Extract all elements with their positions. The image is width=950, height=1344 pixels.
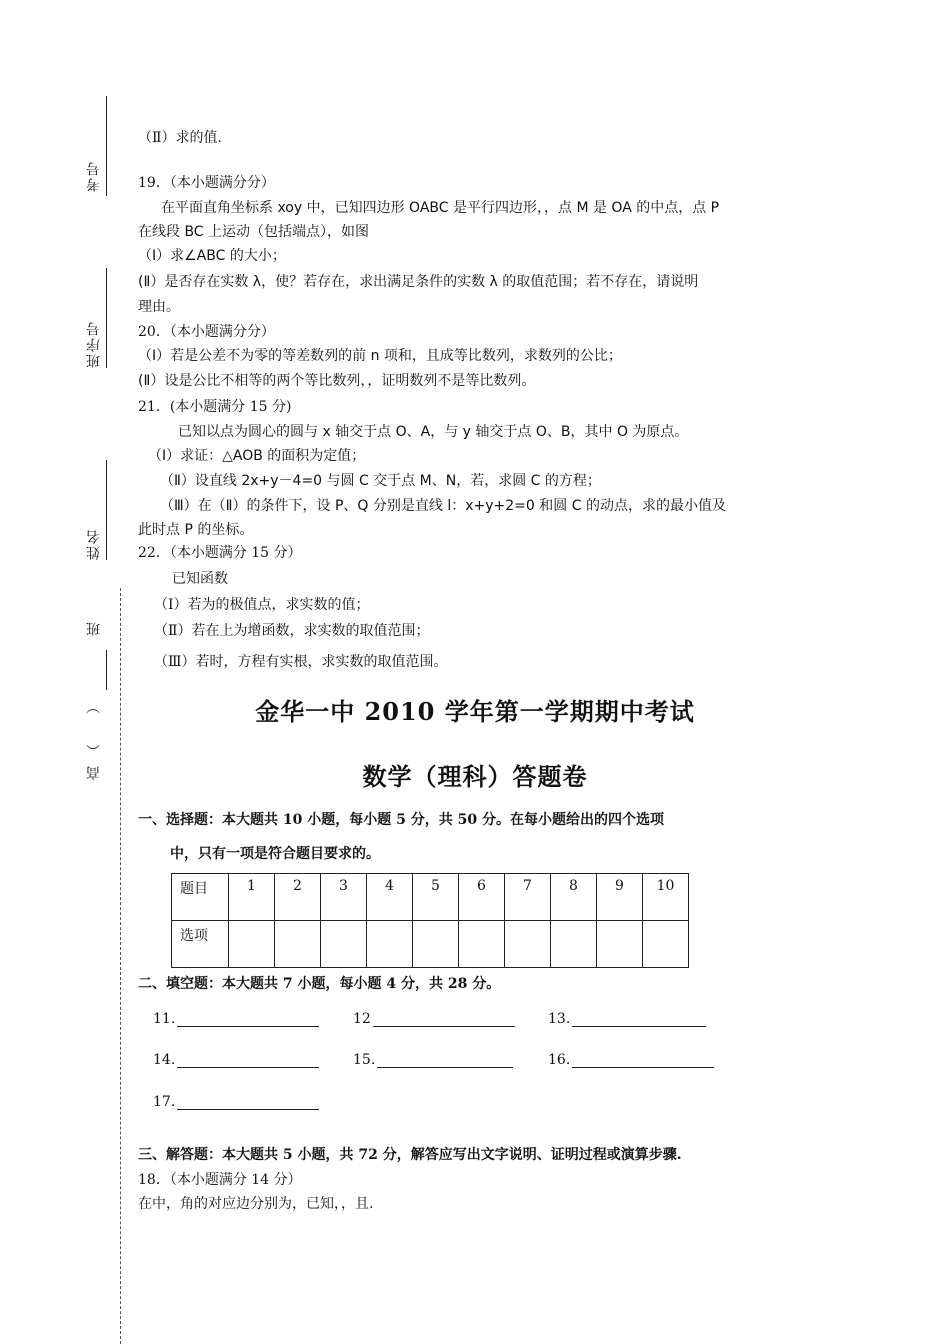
margin-rule [106,650,107,690]
table-row [172,921,689,968]
blank-number: 11. [153,1011,176,1027]
q22-part-iii: （Ⅲ）若时，方程有实根，求实数的取值范围。 [154,654,448,670]
blank-number: 14. [153,1052,176,1068]
name-label: 姓名 [86,528,102,560]
margin-rule [106,460,107,560]
question-number: 2 [275,874,321,921]
q22-body: 已知函数 [172,571,228,587]
q21-body: 已知以点为圆心的圆与 x 轴交于点 O、A，与 y 轴交于点 O、B，其中 O 为原点。 [178,424,689,440]
q21-part-ii: （Ⅱ）设直线 2x+y－4=0 与圆 C 交于点 M、N，若，求圆 C 的方程； [160,473,601,489]
section2-heading: 二、填空题：本大题共 7 小题，每小题 4 分，共 28 分。 [138,976,501,992]
q20-part-ii: (Ⅱ）设是公比不相等的两个等比数列，，证明数列不是等比数列。 [138,373,536,389]
answer-cell[interactable] [229,921,275,968]
q18-body: 在中，角的对应边分别为，已知，，且. [138,1196,374,1212]
q20-part-i: （Ⅰ）若是公差不为零的等差数列的前 n 项和，且成等比数列，求数列的公比； [138,348,622,364]
blank-number: 16. [548,1052,571,1068]
q19-body: 在平面直角坐标系 xoy 中，已知四边形 OABC 是平行四边形，，点 M 是 OA 的中点，点 P [161,200,720,216]
q20-heading: 20．（本小题满分分） [138,324,275,340]
answer-cell[interactable] [321,921,367,968]
q19-part-ii: (Ⅱ）是否存在实数 λ，使？若存在，求出满足条件的实数 λ 的取值范围；若不存在，请说明 [138,274,699,290]
section1-heading-cont: 中，只有一项是符合题目要求的。 [170,846,380,862]
q21-part-i: （Ⅰ）求证：△AOB 的面积为定值； [148,448,366,464]
q21-heading: 21．(本小题满分 15 分) [138,399,292,415]
question-number: 4 [367,874,413,921]
q22-part-ii: （Ⅱ）若在上为增函数，求实数的取值范围； [154,623,430,639]
answer-cell[interactable] [505,921,551,968]
blank-line [572,1053,714,1068]
blank-line [377,1053,513,1068]
q19-part-ii-cont: 理由。 [138,299,180,315]
blank-number: 12 [353,1011,371,1027]
answer-cell[interactable] [367,921,413,968]
q19-heading: 19．（本小题满分分） [138,175,275,191]
q19-part-i: （Ⅰ）求∠ABC 的大小； [138,248,286,264]
exam-title: 金华一中 2010 学年第一学期期中考试 [255,697,695,726]
blank-line [373,1012,515,1027]
choice-answer-table [171,873,689,968]
answer-cell[interactable] [551,921,597,968]
q21-part-iii-cont: 此时点 P 的坐标。 [138,522,254,538]
fill-blank-11[interactable] [153,1011,319,1027]
fill-blank-15[interactable] [353,1052,513,1068]
answer-cell[interactable] [275,921,321,968]
question-number: 3 [321,874,367,921]
q22-heading: 22．（本小题满分 15 分） [138,545,302,561]
q18-heading: 18．（本小题满分 14 分） [138,1172,302,1188]
class-label: 班 [86,620,102,636]
fill-blank-14[interactable] [153,1052,319,1068]
table-row [172,874,689,921]
answer-cell[interactable] [597,921,643,968]
row-label-question: 题目 [172,874,229,921]
margin-rule [106,96,107,196]
exam-number-label: 考号 [86,160,102,192]
class-seat-label: 班序号 [86,320,102,368]
answer-cell[interactable] [643,921,689,968]
section1-heading: 一、选择题：本大题共 10 小题，每小题 5 分，共 50 分。在每小题给出的四个选项 [138,812,664,828]
question-number: 1 [229,874,275,921]
q22-part-i: （Ⅰ）若为的极值点，求实数的值； [154,597,370,613]
fill-blank-17[interactable] [153,1094,319,1110]
q21-part-iii: （Ⅲ）在（Ⅱ）的条件下，设 P、Q 分别是直线 l：x+y+2=0 和圆 C 的动点，求的最小值及 [160,498,726,514]
blank-line [177,1053,319,1068]
fill-blank-12[interactable] [353,1011,515,1027]
blank-number: 17. [153,1094,176,1110]
question-number: 6 [459,874,505,921]
section3-heading: 三、解答题：本大题共 5 小题，共 72 分，解答应写出文字说明、证明过程或演算步骤. [138,1147,682,1163]
blank-line [177,1095,319,1110]
question-number: 5 [413,874,459,921]
row-label-option: 选项 [172,921,229,968]
blank-line [572,1012,706,1027]
question-number: 7 [505,874,551,921]
blank-line [177,1012,319,1027]
q19-body-cont: 在线段 BC 上运动（包括端点），如图 [138,224,370,240]
question-number: 8 [551,874,597,921]
answer-cell[interactable] [459,921,505,968]
blank-number: 13. [548,1011,571,1027]
question-number: 10 [643,874,689,921]
answer-cell[interactable] [413,921,459,968]
fill-blank-13[interactable] [548,1011,706,1027]
answer-sheet-title: 数学（理科）答题卷 [362,762,588,791]
q-ii-value: （Ⅱ）求的值. [138,130,222,146]
question-number: 9 [597,874,643,921]
fill-blank-16[interactable] [548,1052,714,1068]
grade-label: 高（ ） [86,692,102,780]
margin-rule [106,268,107,368]
blank-number: 15. [353,1052,376,1068]
